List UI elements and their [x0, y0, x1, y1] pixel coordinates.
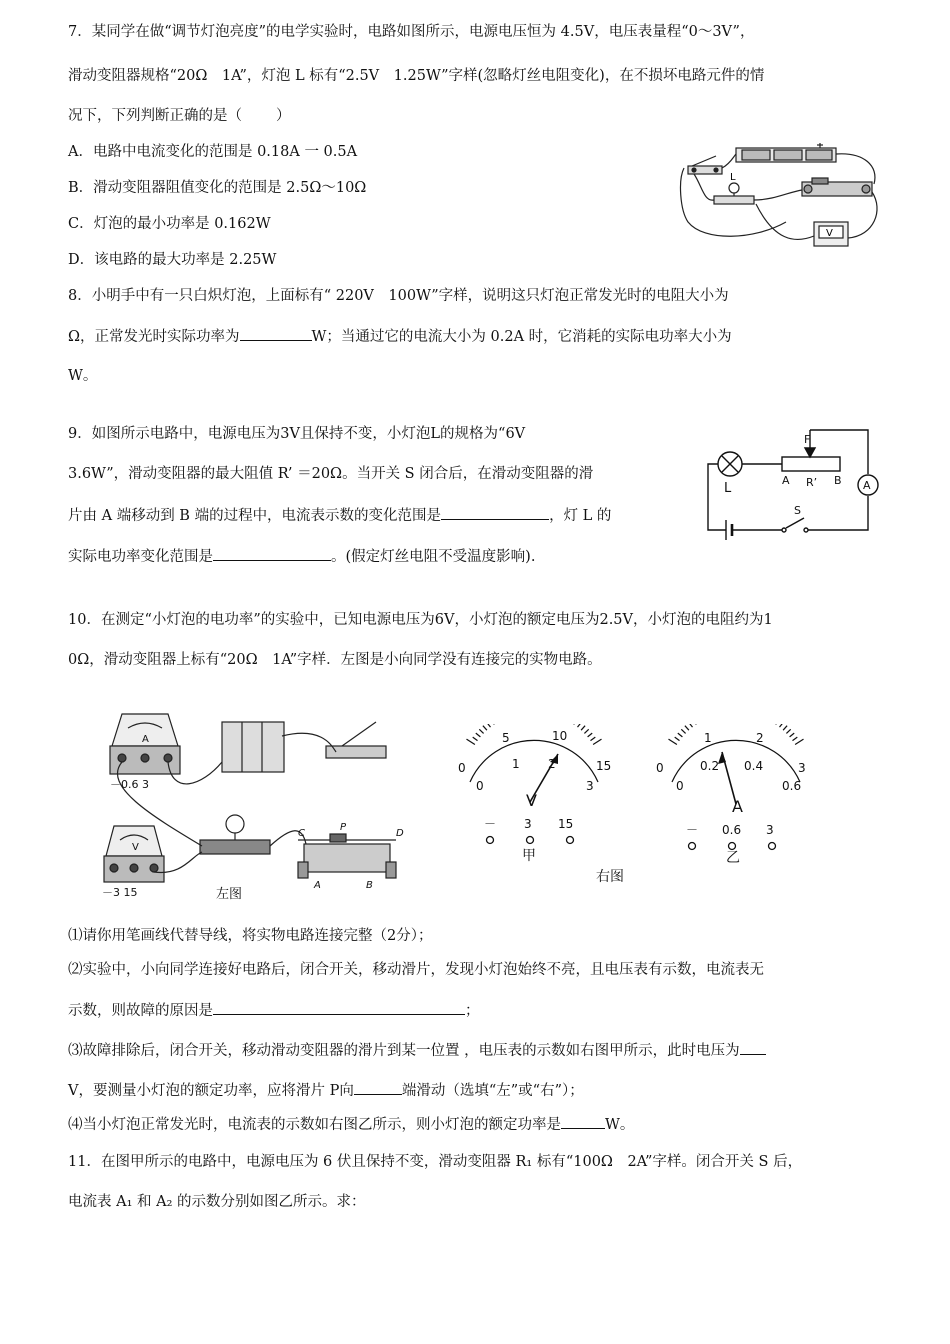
q10-p2-text-b: ； — [465, 1003, 480, 1019]
dial-tick — [675, 737, 680, 741]
volt-symbol: V — [526, 791, 537, 810]
q7-stem-end: 况下，下列判断正确的是（ — [68, 108, 242, 124]
dial-tick — [685, 726, 689, 731]
q9-blank-current-range[interactable] — [441, 505, 549, 520]
volt-bottom-1: 1 — [512, 757, 520, 771]
q10-part-2-line-1: ⑵实验中，小向同学连接好电路后，闭合开关，移动滑片，发现小灯泡始终不亮，且电压表有示数，电流表无 — [68, 962, 764, 978]
amp-symbol: A — [732, 797, 743, 816]
volt-term-neg: － — [484, 817, 497, 831]
volt-top-0: 0 — [458, 761, 466, 775]
dial-tick — [593, 739, 601, 744]
q8-blank-power[interactable] — [240, 326, 312, 341]
q9-text-b: ，灯 L 的 — [549, 508, 612, 524]
q9-label-A: A — [782, 474, 790, 487]
q7-paren-close: ） — [276, 108, 291, 124]
q10-ammeter-dial — [648, 724, 828, 884]
q9-text-a: 片由 A 端移动到 B 端的过程中，电流表示数的变化范围是 — [68, 508, 442, 524]
q9-text-c: 实际电功率变化范围是 — [68, 549, 213, 565]
q10-ammeter-face: A — [142, 734, 149, 745]
q7-option-d: D．该电路的最大功率是 2.25W — [68, 252, 277, 268]
amp-top-0: 0 — [656, 761, 664, 775]
amp-top-3: 3 — [798, 761, 806, 775]
q10-rheo-C: C — [298, 828, 305, 839]
amp-bottom-02: 0.2 — [700, 759, 720, 773]
amp-bottom-04: 0.4 — [744, 759, 764, 773]
q10-p4-text-a: ⑷当小灯泡正常发光时，电流表的示数如右图乙所示，则小灯泡的额定功率是 — [68, 1117, 561, 1133]
q10-part-3-line-1 — [68, 1040, 766, 1061]
q7-line-3 — [68, 106, 291, 126]
q9-schematic-figure — [700, 424, 890, 550]
q7-lamp-label: L — [730, 172, 736, 183]
q8-text-b: W；当通过它的电流大小为 0.2A 时，它消耗的实际电功率大小为 — [311, 329, 732, 345]
q10-p4-text-b: W。 — [605, 1117, 635, 1133]
dial-tick — [588, 733, 593, 737]
q7-option-a: A．电路中电流变化的范围是 0.18A 一 0.5A — [68, 144, 358, 160]
q10-p2-text-a: 示数，则故障的原因是 — [68, 1003, 213, 1019]
dial-tick — [780, 724, 786, 727]
dial-tick — [669, 739, 677, 744]
dial-tick — [476, 733, 481, 737]
q10-voltmeter-face: V — [132, 842, 139, 853]
q9-label-B: B — [834, 474, 842, 487]
dial-tick — [686, 724, 692, 727]
q10-line-1: 10．在测定“小灯泡的电功率”的实验中，已知电源电压为6V，小灯泡的额定电压为2.5V，小灯泡的电阻约为1 — [68, 612, 773, 628]
q10-rheo-A: A — [314, 880, 321, 891]
q7-line-2: 滑动变阻器规格“20Ω 1A”，灯泡 L 标有“2.5V 1.25W”字样(忽略灯丝电阻变化)，在不损坏电路元件的情 — [68, 68, 765, 84]
volt-bottom-3: 3 — [586, 779, 594, 793]
volt-term-3: 3 — [524, 817, 532, 831]
amp-bottom-0: 0 — [676, 779, 684, 793]
amp-bottom-06: 0.6 — [782, 779, 802, 793]
q7-line-1: 7．某同学在做“调节灯泡亮度”的电学实验时，电路如图所示，电源电压恒为 4.5V，电压表量程“0～3V”， — [68, 24, 755, 40]
amp-term-neg: － — [686, 823, 699, 837]
dial-tick — [790, 733, 795, 737]
q9-line-4 — [68, 546, 535, 567]
q10-ammeter-terminals: －0.6 3 — [110, 778, 149, 791]
q9-label-ammeter: A — [863, 479, 871, 492]
q10-rheo-P: P — [340, 822, 347, 833]
q9-line-1: 9．如图所示电路中，电源电压为3V且保持不变，小灯泡L的规格为“6V — [68, 426, 526, 442]
q10-blank-voltage[interactable] — [740, 1040, 766, 1055]
q10-rheo-B: B — [366, 880, 373, 891]
q10-p3-text: ⑶故障排除后，闭合开关，移动滑动变阻器的滑片到某一位置 ，电压表的示数如右图甲所示，此时电压为 — [68, 1043, 740, 1059]
dial-tick — [783, 726, 787, 731]
q9-line-3 — [68, 505, 611, 526]
volt-top-5: 5 — [502, 731, 510, 745]
amp-top-1: 1 — [704, 731, 712, 745]
q9-label-L: L — [724, 481, 732, 496]
q11-line-2: 电流表 A₁ 和 A₂ 的示数分别如图乙所示。求： — [68, 1194, 366, 1210]
dial-tick — [678, 733, 683, 737]
dial-tick — [484, 724, 490, 727]
volt-name: 甲 — [522, 848, 536, 864]
dial-tick — [467, 739, 475, 744]
dial-tick — [786, 729, 790, 733]
q10-part-1: ⑴请你用笔画线代替导线，将实物电路连接完整（2分）； — [68, 928, 433, 944]
q9-label-F: F — [804, 433, 811, 446]
q9-blank-power-range[interactable] — [213, 546, 331, 561]
q10-blank-rated-power[interactable] — [561, 1114, 605, 1129]
q9-line-2: 3.6W”，滑动变阻器的最大阻值 R’ ＝20Ω。当开关 S 闭合后，在滑动变阻器的滑 — [68, 466, 594, 482]
q10-p3-text-b: 端滑动（选填“左”或“右”）； — [401, 1083, 584, 1099]
volt-top-15: 15 — [596, 759, 612, 773]
q10-part-4 — [68, 1114, 634, 1135]
q10-part-3-line-2 — [68, 1080, 584, 1101]
q7-voltmeter-label: V — [826, 228, 833, 239]
q8-text-a: Ω，正常发光时实际功率为 — [68, 329, 240, 345]
q7-option-b: B．滑动变阻器阻值变化的范围是 2.5Ω～10Ω — [68, 180, 367, 196]
q10-blank-direction[interactable] — [354, 1080, 402, 1095]
q10-part-2-line-2 — [68, 1000, 480, 1021]
dial-tick — [681, 729, 685, 733]
dial-tick — [483, 726, 487, 731]
q10-left-caption: 左图 — [216, 887, 243, 902]
q9-text-d: 。(假定灯丝电阻不受温度影响). — [331, 549, 536, 565]
q8-line-1: 8．小明手中有一只白炽灯泡，上面标有“ 220V 100W”字样，说明这只灯泡正常发光时的电阻大小为 — [68, 288, 729, 304]
q8-line-3: W。 — [68, 368, 98, 384]
q10-right-caption-box — [596, 866, 624, 886]
q10-voltmeter-terminals: －3 15 — [102, 886, 138, 899]
q10-voltmeter-dial — [446, 724, 626, 884]
q9-label-S: S — [794, 504, 801, 517]
amp-name: 乙 — [726, 850, 740, 866]
dial-tick — [581, 726, 585, 731]
volt-bottom-0: 0 — [476, 779, 484, 793]
q10-left-figure — [92, 706, 422, 906]
dial-tick — [795, 739, 803, 744]
q8-line-2 — [68, 326, 732, 347]
dial-tick — [793, 737, 798, 741]
q10-rheo-D: D — [396, 828, 404, 839]
dial-tick — [584, 729, 588, 733]
dial-tick — [473, 737, 478, 741]
dial-tick — [578, 724, 584, 727]
q10-blank-fault[interactable] — [213, 1000, 465, 1015]
amp-term-3: 3 — [766, 823, 774, 837]
q7-circuit-figure — [674, 140, 894, 262]
dial-tick — [479, 729, 483, 733]
volt-top-10: 10 — [552, 729, 568, 743]
volt-bottom-2: 2 — [548, 757, 556, 771]
q10-line-2: 0Ω，滑动变阻器上标有“20Ω 1A”字样．左图是小向同学没有连接完的实物电路。 — [68, 652, 602, 668]
q7-option-c: C．灯泡的最小功率是 0.162W — [68, 216, 271, 232]
volt-term-15: 15 — [558, 817, 574, 831]
q11-line-1: 11．在图甲所示的电路中，电源电压为 6 伏且保持不变，滑动变阻器 R₁ 标有“100Ω 2A”字样。闭合开关 S 后， — [68, 1154, 803, 1170]
q9-label-R: R’ — [806, 476, 818, 489]
amp-term-06: 0.6 — [722, 823, 742, 837]
q10-p3-text-a: V，要测量小灯泡的额定功率，应将滑片 P向 — [68, 1083, 354, 1099]
dial-tick — [591, 737, 596, 741]
q10-right-caption: 右图 — [596, 869, 624, 885]
amp-top-2: 2 — [756, 731, 764, 745]
